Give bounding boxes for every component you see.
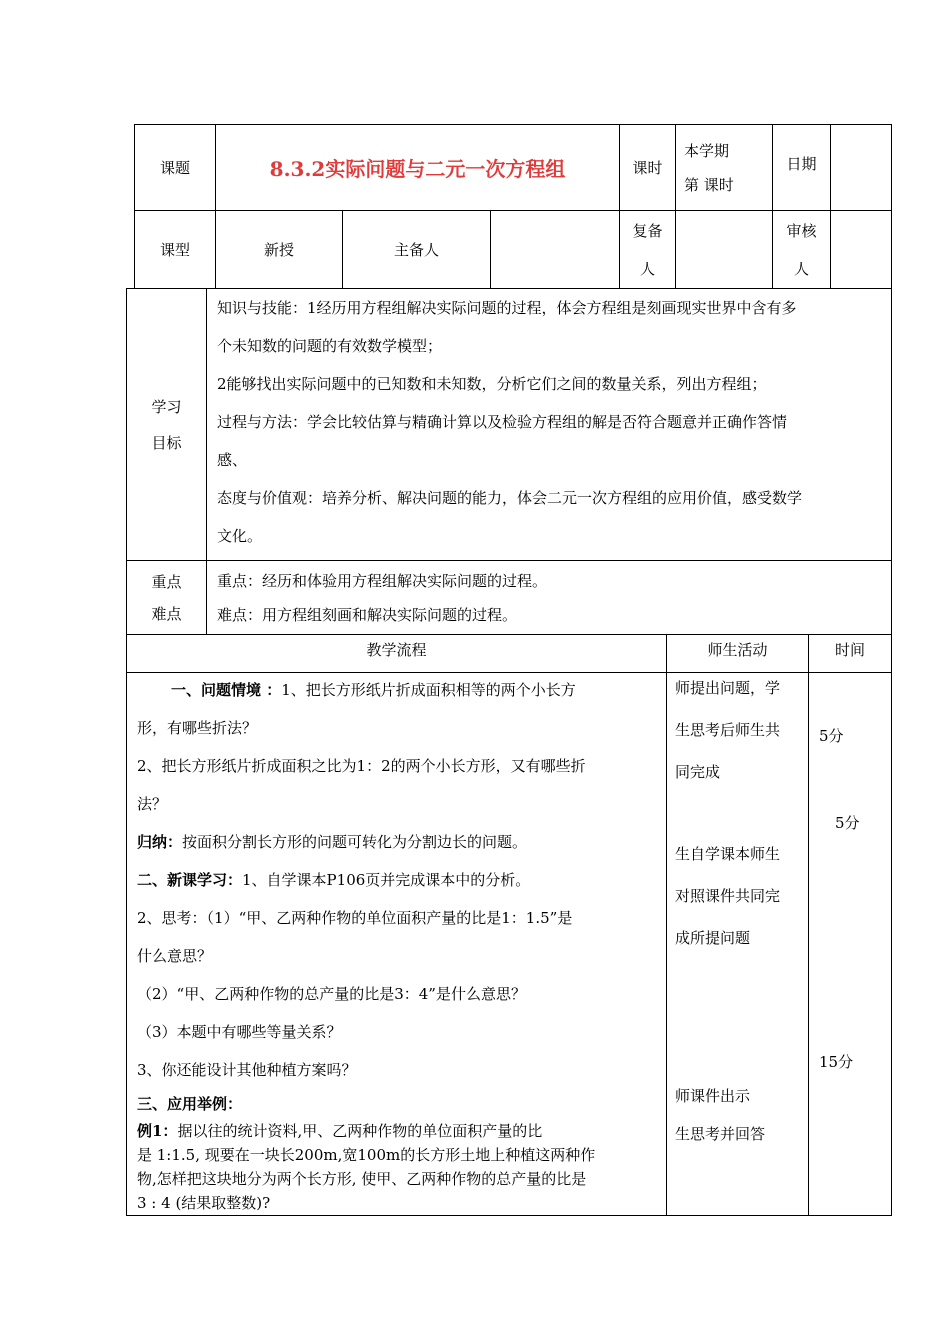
activity-2-l3: 成所提问题	[675, 929, 751, 947]
section-1-a: 1、把长方形纸片折成面积相等的两个小长方	[281, 681, 576, 699]
example-1-l1: 据以往的统计资料,甲、乙两种作物的单位面积产量的比	[177, 1122, 543, 1140]
activity-1-l2: 生思考后师生共	[675, 721, 781, 739]
time-2: 5分	[835, 814, 860, 832]
header-table	[134, 124, 892, 289]
section-2-head: 二、新课学习：	[137, 871, 243, 889]
keypoints-label-l1: 重点	[151, 572, 182, 591]
fubei-l1: 复备	[632, 221, 663, 240]
activity-body	[667, 673, 809, 1216]
objective-line: 过程与方法：学会比较估算与精确计算以及检验方程组的解是否符合题意并正确作答情	[217, 413, 788, 431]
objective-line: 个未知数的问题的有效数学模型；	[217, 337, 443, 355]
shenhe-l1: 审核	[786, 221, 817, 240]
ke-shi-label: 课时	[620, 125, 676, 211]
section-1-c: 2、把长方形纸片折成面积之比为1：2的两个小长方形，又有哪些折	[137, 757, 586, 775]
objective-line: 知识与技能：1经历用方程组解决实际问题的过程，体会方程组是刻画现实世界中含有多	[217, 299, 797, 317]
objective-line: 文化。	[217, 527, 263, 545]
section-2-a: 1、自学课本P106页并完成课本中的分析。	[242, 871, 531, 889]
time-3: 15分	[819, 1053, 854, 1071]
section-2	[137, 861, 658, 899]
example-1-l4: 3 : 4 (结果取整数)?	[137, 1194, 271, 1212]
col-flow-header: 教学流程	[127, 635, 667, 673]
term-line2: 第 课时	[684, 175, 734, 194]
section-2-c: 什么意思？	[137, 947, 213, 965]
objective-line: 2能够找出实际问题中的已知数和未知数，分析它们之间的数量关系，列出方程组；	[217, 375, 767, 393]
col-activity-header: 师生活动	[667, 635, 809, 673]
section-2-e: （3）本题中有哪些等量关系？	[137, 1023, 342, 1041]
example-1-head: 例1：	[137, 1122, 178, 1140]
objectives-table	[126, 288, 892, 635]
activity-2-l1: 生自学课本师生	[675, 845, 781, 863]
ke-xing-label: 课型	[135, 211, 216, 289]
date-label: 日期	[773, 125, 831, 211]
guina-text: 按面积分割长方形的问题可转化为分割边长的问题。	[182, 833, 528, 851]
zhubei-value	[491, 211, 620, 289]
shenhe-value	[831, 211, 892, 289]
activity-3-l1: 师课件出示	[675, 1087, 751, 1105]
time-1: 5分	[819, 727, 844, 745]
section-2-f: 3、你还能设计其他种植方案吗？	[137, 1061, 357, 1079]
example-1	[137, 1119, 658, 1143]
date-value	[831, 125, 892, 211]
activity-1-l3: 同完成	[675, 763, 721, 781]
keypoints-label	[127, 561, 207, 635]
section-1-b: 形，有哪些折法？	[137, 719, 258, 737]
objectives-label-l2: 目标	[151, 433, 182, 452]
fubei-label	[620, 211, 676, 289]
zhubei-label: 主备人	[343, 211, 491, 289]
section-1-head: 一、问题情境 ：	[171, 681, 282, 699]
term-line1: 本学期	[684, 141, 730, 160]
time-body	[809, 673, 892, 1216]
term-cell	[676, 125, 773, 211]
example-1-l3: 物,怎样把这块地分为两个长方形, 使甲、乙两种作物的总产量的比是	[137, 1170, 587, 1188]
activity-3-l2: 生思考并回答	[675, 1125, 766, 1143]
zhongdian-text: 重点：经历和体验用方程组解决实际问题的过程。	[217, 571, 548, 590]
section-3-head: 三、应用举例：	[137, 1095, 243, 1113]
example-1-l2: 是 1:1.5, 现要在一块长200m,宽100m的长方形土地上种植这两种作	[137, 1146, 596, 1164]
nandian-text: 难点：用方程组刻画和解决实际问题的过程。	[217, 605, 518, 624]
activity-1-l1: 师提出问题，学	[675, 679, 781, 697]
shenhe-label	[773, 211, 831, 289]
objectives-label	[127, 289, 207, 561]
objectives-label-l1: 学习	[151, 397, 182, 416]
ke-xing-value: 新授	[216, 211, 343, 289]
ke-ti-label: 课题	[135, 125, 216, 211]
guina-head: 归纳：	[137, 833, 183, 851]
section-2-b: 2、思考：（1）“甲、乙两种作物的单位面积产量的比是1：1.5”是	[137, 909, 573, 927]
fubei-l2: 人	[640, 259, 656, 278]
section-1-d: 法？	[137, 795, 168, 813]
objective-line: 感、	[217, 451, 248, 469]
flow-body	[127, 673, 667, 1216]
shenhe-l2: 人	[794, 259, 810, 278]
section-2-d: （2）“甲、乙两种作物的总产量的比是3：4”是什么意思？	[137, 985, 526, 1003]
process-table	[126, 634, 892, 1216]
col-time-header: 时间	[809, 635, 892, 673]
section-1	[137, 671, 658, 709]
keypoints-body	[207, 561, 892, 635]
lesson-title: 8.3.2实际问题与二元一次方程组	[216, 125, 620, 211]
guina	[137, 823, 658, 861]
keypoints-label-l2: 难点	[151, 604, 182, 623]
fubei-value	[676, 211, 773, 289]
objectives-body	[207, 289, 892, 561]
objective-line: 态度与价值观：培养分析、解决问题的能力，体会二元一次方程组的应用价值，感受数学	[217, 489, 803, 507]
activity-2-l2: 对照课件共同完	[675, 887, 781, 905]
